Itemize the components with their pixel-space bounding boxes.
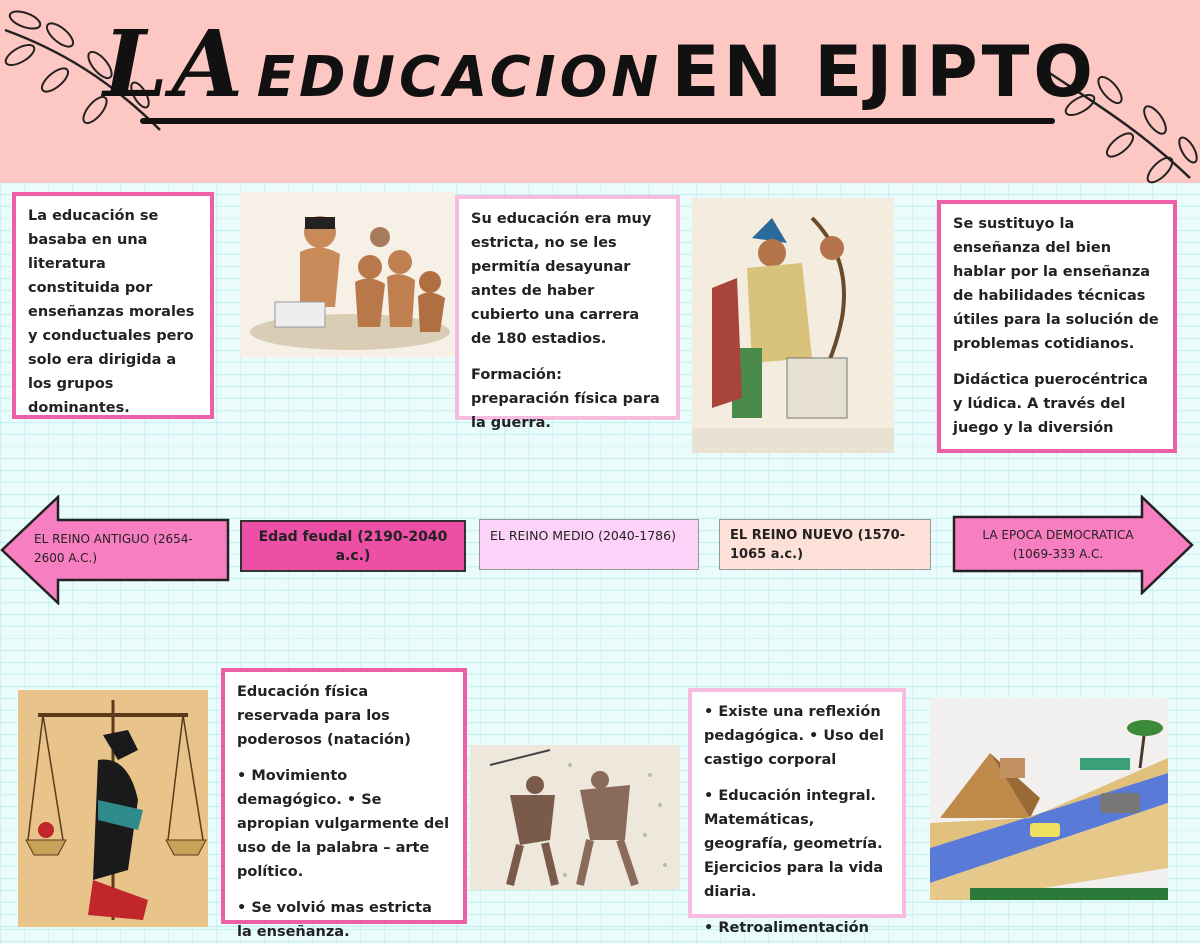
timeline-new-kingdom: EL REINO NUEVO (1570-1065 a.c.) [719, 519, 931, 570]
info-box-new-kingdom [937, 200, 1177, 453]
page-title [0, 10, 1200, 118]
info-text: • Se volvió mas estricta la enseñanza. [237, 900, 432, 940]
timeline-old-kingdom: EL REINO ANTIGUO (2654-2600 A.C.) [34, 532, 193, 565]
info-text: • Retroalimentación [704, 920, 869, 936]
info-box-old-kingdom [12, 192, 214, 419]
info-text: • Educación integral. Matemáticas, geografía, geometría. Ejercicios para la vida diaria. [704, 788, 884, 900]
header-banner [0, 0, 1200, 183]
info-text: Educación física reservada para los poderosos (natación) [237, 684, 411, 748]
scribes-teaching-image [240, 192, 455, 357]
info-text: Su educación era muy estricta, no se les permitía desayunar antes de haber cubierto una carrera de 180 estadios. [471, 211, 652, 347]
pharaoh-warriors-image [692, 198, 894, 453]
info-text: • Existe una reflexión pedagógica. • Uso del castigo corporal [704, 704, 884, 768]
title-en-ejipto: EN EJIPTO [671, 31, 1097, 113]
anubis-scale-image [18, 690, 208, 927]
wrestling-fresco-image [470, 745, 680, 890]
info-box-feudal [455, 195, 680, 431]
timeline-middle-kingdom: EL REINO MEDIO (2040-1786) [479, 519, 699, 570]
info-text: Se sustituyo la enseñanza del bien hablar por la enseñanza de habilidades técnicas útiles para la solución de problemas cotidianos. [953, 216, 1159, 352]
info-box-feudal-bottom [221, 668, 467, 940]
info-box-new-kingdom-bottom [688, 688, 906, 936]
info-text: • Movimiento demagógico. • Se apropian vulgarmente del uso de la palabra – arte político. [237, 768, 450, 880]
title-underline [140, 118, 1055, 124]
info-text: Formación: preparación física para la guerra. [471, 367, 660, 431]
info-text: Didáctica puerocéntrica y lúdica. A través del juego y la diversión [953, 372, 1148, 436]
title-educacion: EDUCACION [256, 45, 663, 110]
info-text: La educación se basaba en una literatura constituida por enseñanzas morales y conductuales pero solo era dirigida a los grupos dominantes. [28, 208, 195, 416]
timeline-democratic-era: LA EPOCA DEMOCRATICA (1069-333 A.C. [982, 528, 1134, 561]
title-la: LA [103, 10, 248, 118]
timeline-feudal-age: Edad feudal (2190-2040 a.c.) [240, 520, 466, 572]
nile-model-image [930, 698, 1168, 900]
